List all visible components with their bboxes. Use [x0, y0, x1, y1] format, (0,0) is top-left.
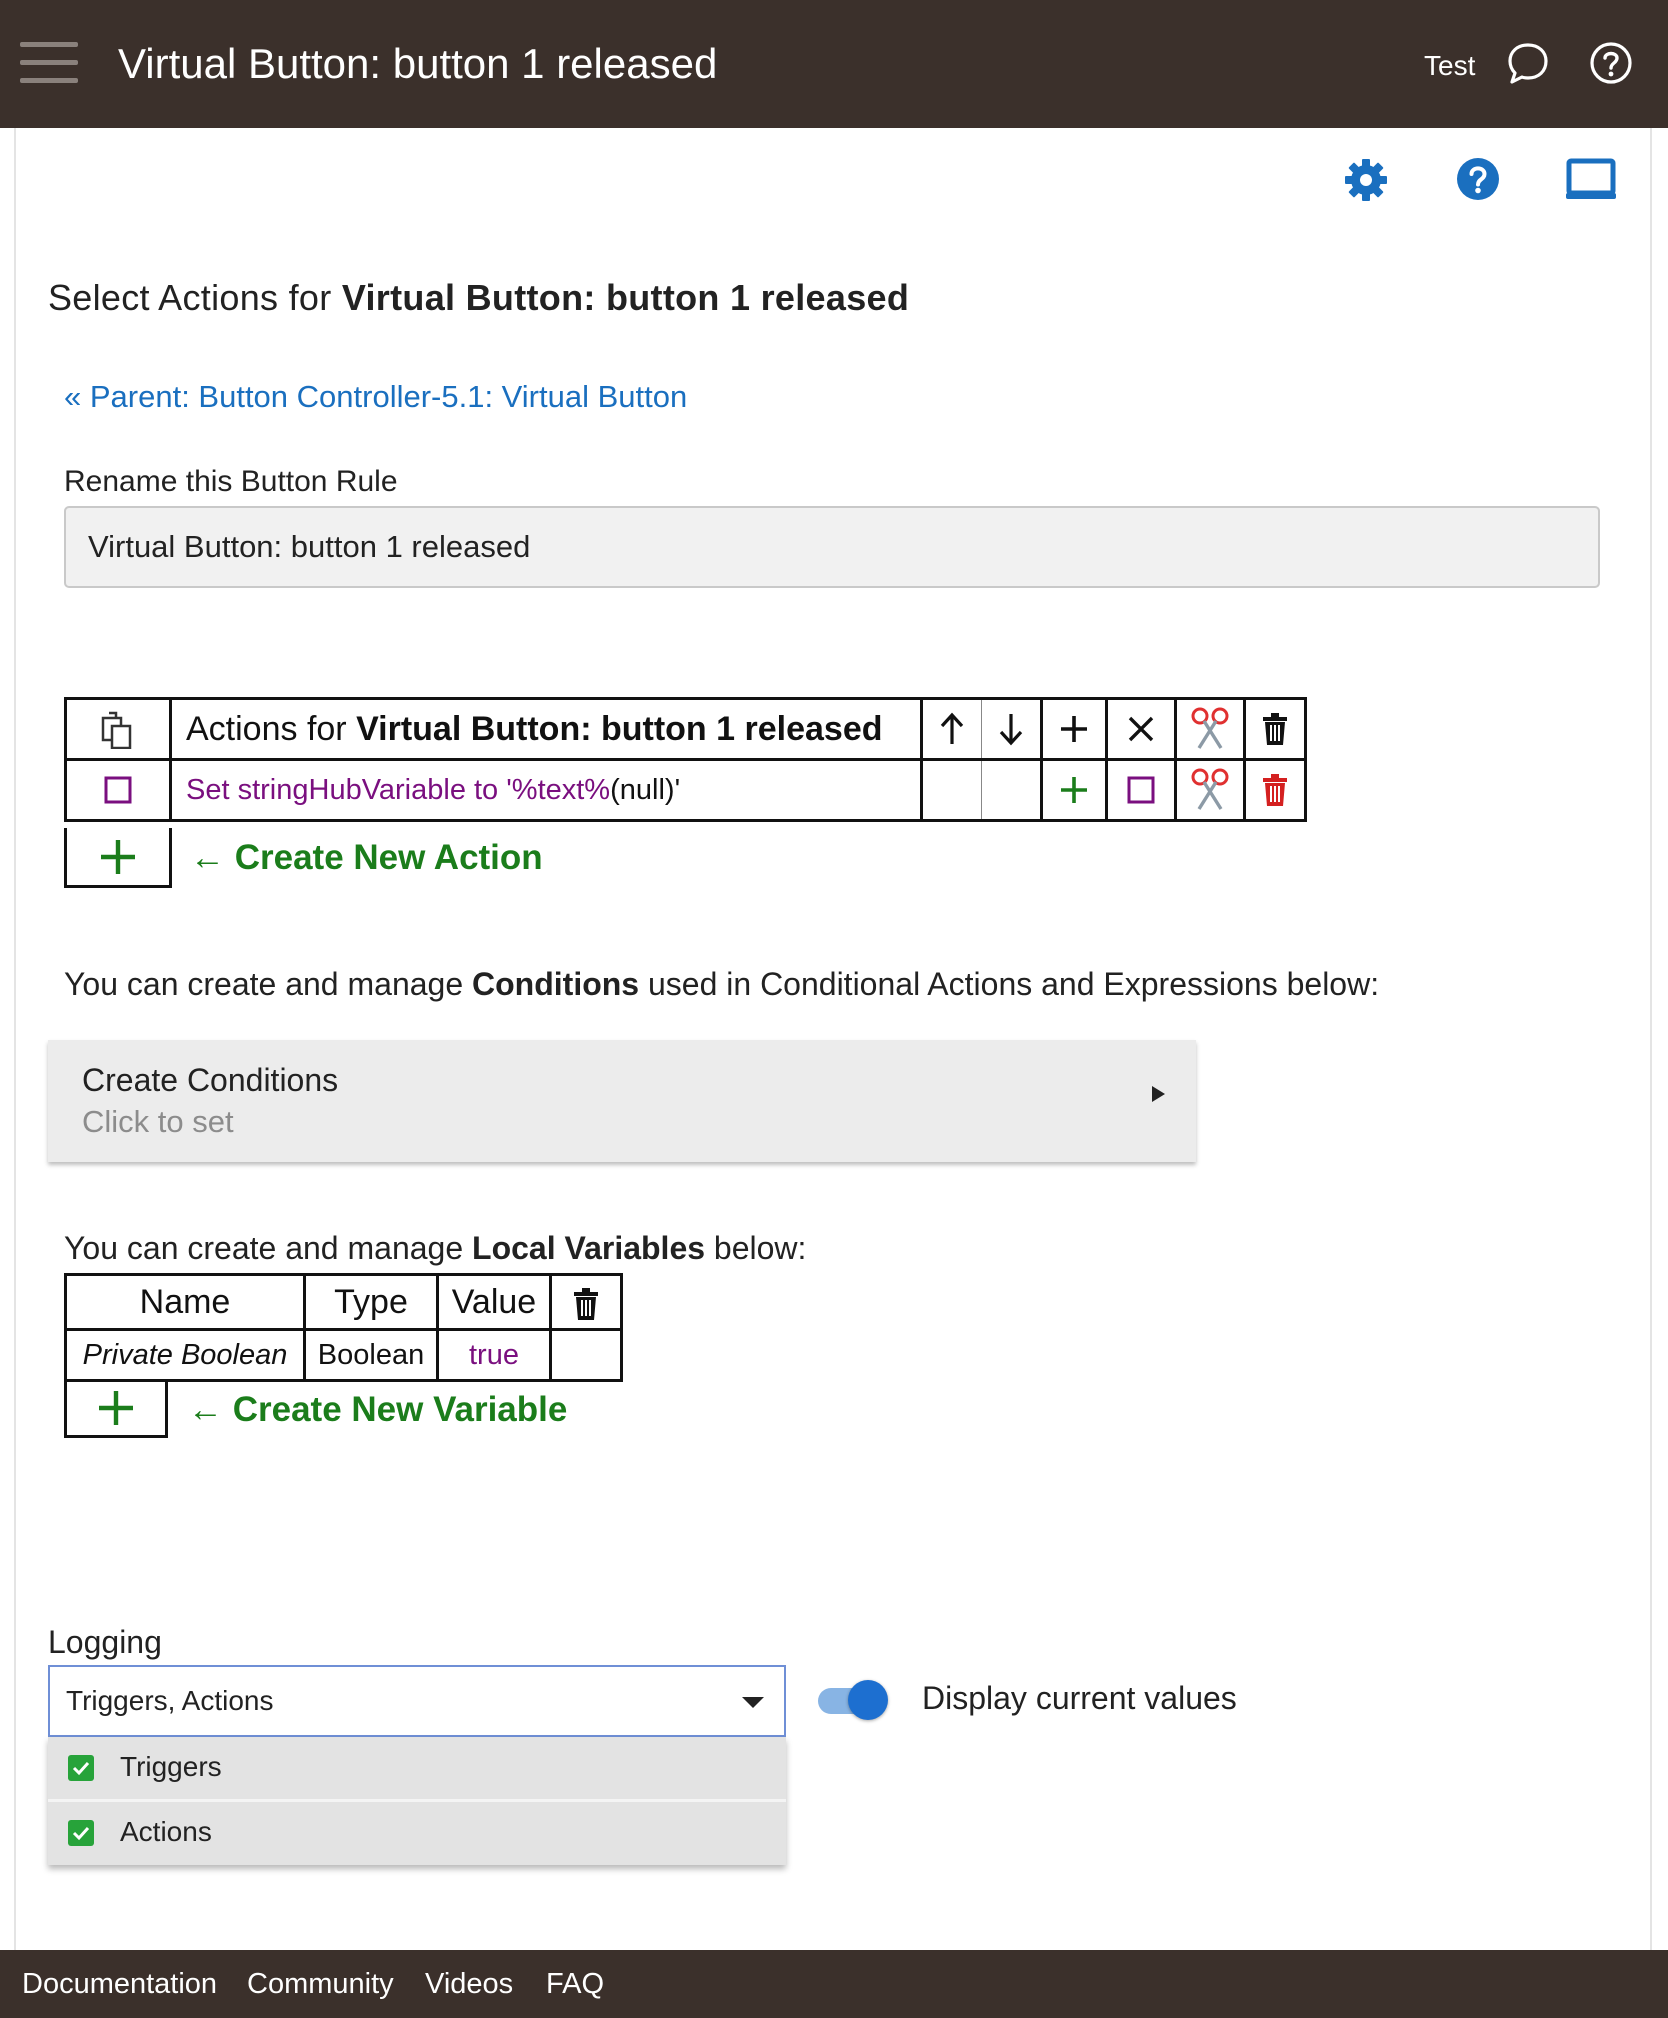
move-down-icon[interactable]	[982, 699, 1042, 760]
variable-name: Private Boolean	[66, 1330, 305, 1381]
variables-table	[64, 1273, 623, 1382]
option-label: Triggers	[120, 1751, 222, 1782]
create-action-button[interactable]	[64, 828, 172, 888]
actions-header-title: Actions for Virtual Button: button 1 released	[171, 699, 922, 760]
column-header-type: Type	[305, 1275, 438, 1330]
footer-link-videos[interactable]: Videos	[425, 1968, 514, 2000]
footer	[0, 1950, 1668, 2018]
insert-action-icon[interactable]	[1042, 760, 1107, 821]
disable-checkbox[interactable]	[1107, 760, 1176, 821]
move-up-icon[interactable]	[922, 699, 982, 760]
delete-variables-icon[interactable]	[551, 1275, 622, 1330]
chat-icon[interactable]	[1505, 40, 1551, 86]
conditions-card-title: Create Conditions	[82, 1062, 339, 1098]
option-label: Actions	[120, 1816, 212, 1847]
frame-border-left	[14, 128, 16, 1950]
create-conditions-card[interactable]	[48, 1040, 1196, 1162]
empty-cell	[982, 760, 1042, 821]
create-new-variable-link[interactable]: ← Create New Variable	[188, 1390, 568, 1429]
create-variable-button[interactable]	[64, 1380, 168, 1438]
app-header	[0, 0, 1668, 128]
action-row-text[interactable]: Set stringHubVariable to '%text%(null)'	[171, 760, 922, 821]
cut-action-scissors-icon[interactable]	[1176, 760, 1245, 821]
actions-header-row	[66, 699, 1306, 760]
action-select-checkbox[interactable]	[66, 760, 171, 821]
add-icon[interactable]	[1042, 699, 1107, 760]
variables-intro: You can create and manage Local Variables below:	[64, 1230, 807, 1266]
footer-link-community[interactable]: Community	[247, 1968, 394, 2000]
logging-selected-value: Triggers, Actions	[66, 1685, 274, 1716]
variable-value: true	[438, 1330, 551, 1381]
menu-icon[interactable]	[20, 42, 78, 84]
variable-type: Boolean	[305, 1330, 438, 1381]
footer-link-faq[interactable]: FAQ	[546, 1968, 605, 2000]
delete-action-icon[interactable]	[1245, 760, 1306, 821]
display-values-label: Display current values	[922, 1680, 1237, 1716]
column-header-name: Name	[66, 1275, 305, 1330]
logging-option-triggers[interactable]	[48, 1737, 786, 1799]
logging-select[interactable]	[48, 1665, 786, 1737]
app-title: Virtual Button: button 1 released	[118, 40, 718, 87]
help-icon[interactable]	[1455, 156, 1501, 202]
scissors-icon[interactable]	[1176, 699, 1245, 760]
empty-cell	[551, 1330, 622, 1381]
page-heading: Select Actions for Virtual Button: button 1 released	[48, 277, 910, 318]
action-row	[66, 760, 1306, 821]
conditions-intro: You can create and manage Conditions used in Conditional Actions and Expressions below:	[64, 966, 1380, 1002]
footer-link-documentation[interactable]: Documentation	[22, 1968, 218, 2000]
actions-table	[64, 697, 1307, 822]
toggle-knob	[848, 1680, 888, 1720]
logging-label: Logging	[48, 1624, 162, 1660]
variable-row[interactable]	[66, 1330, 622, 1381]
chevron-right-icon	[1152, 1086, 1165, 1102]
close-icon[interactable]	[1107, 699, 1176, 760]
caret-down-icon	[742, 1697, 764, 1708]
delete-all-icon[interactable]	[1245, 699, 1306, 760]
checkbox-checked-icon[interactable]	[68, 1820, 94, 1846]
frame-border-right	[1650, 128, 1652, 1950]
rename-input[interactable]	[64, 506, 1600, 588]
conditions-card-subtitle: Click to set	[82, 1104, 234, 1139]
gear-icon[interactable]	[1342, 156, 1390, 204]
rename-label: Rename this Button Rule	[64, 465, 398, 498]
checkbox-checked-icon[interactable]	[68, 1755, 94, 1781]
empty-cell	[922, 760, 982, 821]
create-new-action-link[interactable]: ← Create New Action	[190, 838, 543, 877]
logging-options-list	[48, 1737, 786, 1865]
variables-header-row	[66, 1275, 622, 1330]
display-values-toggle[interactable]	[818, 1682, 888, 1720]
test-link[interactable]: Test	[1424, 50, 1476, 81]
column-header-value: Value	[438, 1275, 551, 1330]
laptop-icon[interactable]	[1566, 158, 1616, 200]
help-circle-icon[interactable]	[1588, 40, 1634, 86]
copy-icon[interactable]	[66, 699, 171, 760]
logging-option-actions[interactable]	[48, 1802, 786, 1864]
parent-link[interactable]: « Parent: Button Controller-5.1: Virtual Button	[64, 379, 688, 414]
